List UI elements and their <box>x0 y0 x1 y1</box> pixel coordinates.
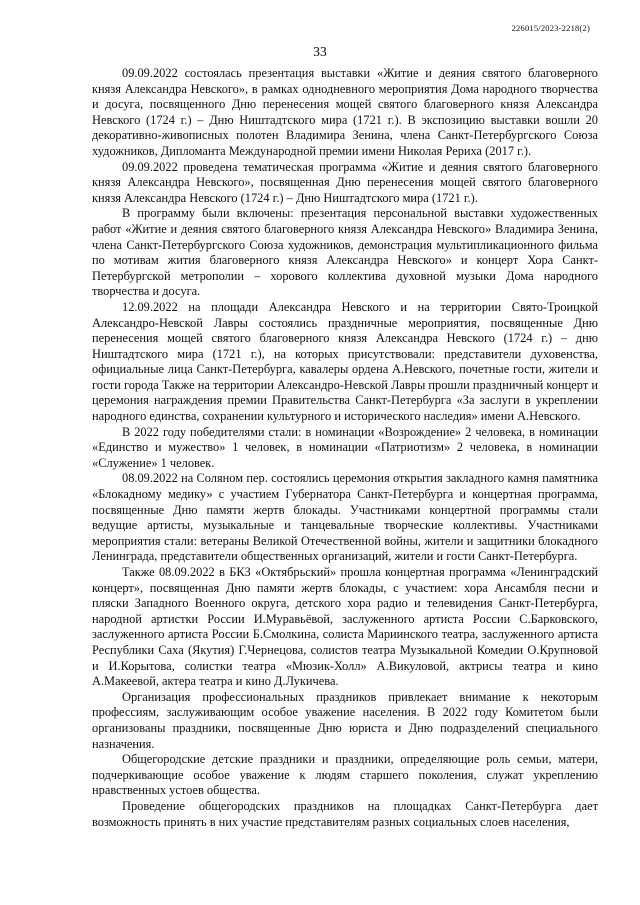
paragraph: 09.09.2022 проведена тематическая программа «Житие и деяния святого благоверного князя Александра Невского», посвященная Дню перенесения мощей святого благоверного князя Александра Невского (1724 г.) – Дню Ништадтского мира (1721 г.). <box>92 159 598 205</box>
paragraph: Общегородские детские праздники и праздники, определяющие роль семьи, матери, подчеркивающие особое уважение к людям старшего поколения, служат укреплению нравственных устоев общества. <box>92 752 598 798</box>
paragraph: 09.09.2022 состоялась презентация выставки «Житие и деяния святого благоверного князя Александра Невского», в рамках однодневного мероприятия Дома народного творчества и досуга, посвященного Дню перенесения мощей святого благоверного князя Александра Невского (1724 г.) – Дню Ништадтского мира (1721 г.). В экспозицию выставки вошли 20 декоративно-живописных полотен Владимира Зенина, члена Санкт-Петербургского Союза художников, Дипломанта Международной премии имени Николая Рериха (2017 г.). <box>92 66 598 158</box>
document-id: 226015/2023-2218(2) <box>511 23 590 33</box>
paragraph: Проведение общегородских праздников на площадках Санкт-Петербурга дает возможность принять в них участие представителям разных социальных слоев населения, <box>92 798 598 829</box>
paragraph: В программу были включены: презентация персональной выставки художественных работ «Житие и деяния святого благоверного князя Александра Невского» Владимира Зенина, члена Санкт-Петербургского Союза художников, демонстрация мультипликационного фильма по мотивам жития благоверного князя Александра Невского» и концерт Хора Санкт-Петербургской метрополии – хорового коллектива духовной музыки Дома народного творчества и досуга. <box>92 206 598 299</box>
paragraph: Организация профессиональных праздников привлекает внимание к некоторым профессиям, заслуживающим особое уважение населения. В 2022 году Комитетом были организованы праздники, посвященные Дню юриста и Дню подразделений специального назначения. <box>92 689 598 751</box>
paragraph: Также 08.09.2022 в БКЗ «Октябрьский» прошла концертная программа «Ленинградский концерт», посвященная Дню памяти жертв блокады, с участием: хора Ансамбля песни и пляски Западного Военного округа, детского хора радио и телевидения Санкт-Петербурга, народной артистки России И.Муравьёвой, заслуженного артиста России С.Барковского, заслуженного артиста России Б.Смолкина, солиста Мариинского театра, заслуженного артиста Республики Саха (Якутия) Г.Чернецова, солистов театра Музыкальной Комедии О.Крупновой и И.Корытова, солистки театра «Мюзик-Холл» А.Викуловой, актрисы театра и кино А.Макеевой, актера театра и кино Д.Лукичева. <box>92 565 598 689</box>
paragraph: 12.09.2022 на площади Александра Невского и на территории Свято-Троицкой Александро-Невской Лавры состоялись праздничные мероприятия, посвященные Дню перенесения мощей святого благоверного князя Александра Невского (1724 г.) – дню Ништадтского мира (1721 г.), на которых присутствовали: представители духовенства, официальные лица Санкт-Петербурга, кавалеры ордена А.Невского, почетные гости, жители и гости города Также на территории Александро-Невской Лавры прошли праздничный концерт и церемония награждения премии Правительства Санкт-Петербурга «За заслуги в укреплении народного единства, сохранении культурного и исторического наследия» имени А.Невского. <box>92 299 598 424</box>
page-number: 33 <box>313 44 327 59</box>
paragraph: В 2022 году победителями стали: в номинации «Возрождение» 2 человека, в номинации «Единство и мужество» 1 человек, в номинации «Патриотизм» 2 человека, в номинации «Служение» 1 человек. <box>92 424 598 470</box>
paragraph: 08.09.2022 на Соляном пер. состоялись церемония открытия закладного камня памятника «Блокадному медику» с участием Губернатора Санкт-Петербурга и концертная программа, посвященные Дню памяти жертв блокады. Участниками концертной программы стали ведущие артисты, музыкальные и танцевальные творческие коллективы. Участниками мероприятия стали: ветераны Великой Отечественной войны, жители и защитники блокадного Ленинграда, представители общественных организаций, жители и гости Санкт-Петербурга. <box>92 471 598 564</box>
body-text <box>92 66 598 830</box>
